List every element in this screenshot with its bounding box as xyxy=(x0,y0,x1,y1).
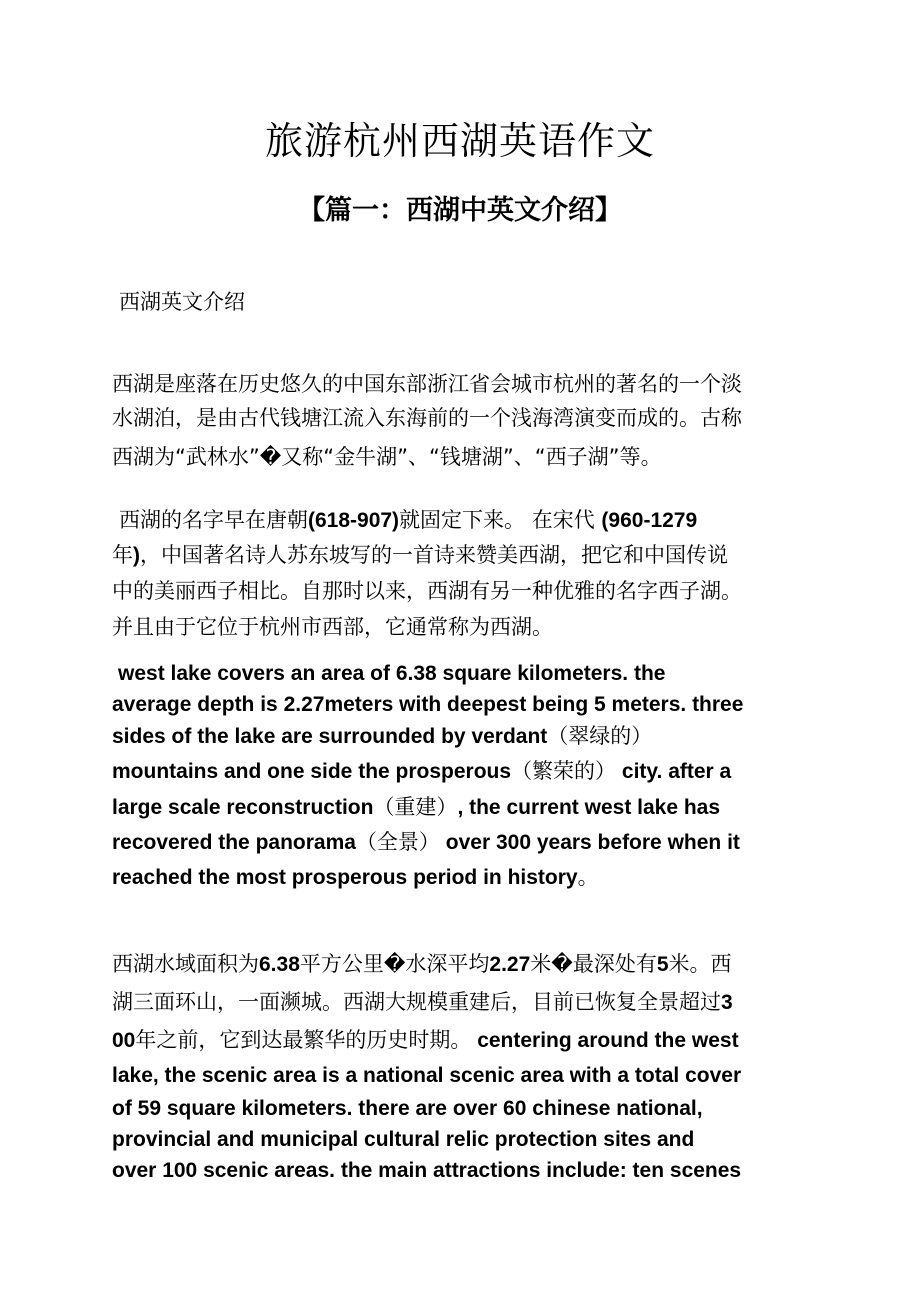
paragraph-4-line-1: 西湖水域面积为6.38平方公里�水深平均2.27米�最深处有5米。西 xyxy=(112,952,732,976)
paragraph-3-line-5: large scale reconstruction（重建）, the current west lake has xyxy=(112,795,721,819)
paragraph-4-line-7: over 100 scenic areas. the main attractions include: ten scenes xyxy=(112,1159,742,1182)
paragraph-1-line-2: 水湖泊，是由古代钱塘江流入东海前的一个浅海湾演变而成的。古称 xyxy=(112,406,742,430)
paragraph-3-line-4: mountains and one side the prosperous（繁荣的） city. after a xyxy=(112,759,732,783)
paragraph-2-line-1: 西湖的名字早在唐朝(618-907)就固定下来。 在宋代 (960-1279 xyxy=(119,508,698,532)
paragraph-1-line-1: 西湖是座落在历史悠久的中国东部浙江省会城市杭州的著名的一个淡 xyxy=(112,372,742,396)
paragraph-4-line-4: lake, the scenic area is a national scenic area with a total cover xyxy=(112,1064,742,1087)
paragraph-1 xyxy=(112,368,812,478)
paragraph-4-line-6: provincial and municipal cultural relic protection sites and xyxy=(112,1128,695,1151)
document-subtitle: 【篇一：西湖中英文介绍】 xyxy=(298,195,622,226)
paragraph-3 xyxy=(112,658,812,895)
paragraph-2-line-4: 并且由于它位于杭州市西部，它通常称为西湖。 xyxy=(112,615,553,639)
paragraph-3-line-3: sides of the lake are surrounded by verdant（翠绿的） xyxy=(112,724,653,748)
document-title: 旅游杭州西湖英语作文 xyxy=(264,119,655,163)
paragraph-1-line-3: 西湖为“武林水”�又称“金牛湖”、“钱塘湖”、“西子湖”等。 xyxy=(112,445,662,469)
paragraph-4 xyxy=(112,946,812,1186)
paragraph-4-line-5: of 59 square kilometers. there are over 60 chinese national, xyxy=(112,1097,703,1120)
paragraph-3-line-7: reached the most prosperous period in history。 xyxy=(112,865,599,889)
paragraph-3-line-6: recovered the panorama（全景） over 300 years before when it xyxy=(112,830,740,854)
paragraph-3-line-2: average depth is 2.27meters with deepest being 5 meters. three xyxy=(112,693,744,716)
paragraph-4-line-3: 00年之前，它到达最繁华的历史时期。 centering around the west xyxy=(112,1028,739,1052)
paragraph-3-line-1: west lake covers an area of 6.38 square kilometers. the xyxy=(118,662,666,685)
paragraph-4-line-2: 湖三面环山，一面濒城。西湖大规模重建后，目前已恢复全景超过3 xyxy=(112,990,733,1014)
paragraph-2-line-3: 中的美丽西子相比。自那时以来，西湖有另一种优雅的名字西子湖。 xyxy=(112,579,742,603)
paragraph-2-line-2: 年)，中国著名诗人苏东坡写的一首诗来赞美西湖，把它和中国传说 xyxy=(112,543,728,567)
section-heading: 西湖英文介绍 xyxy=(119,290,245,314)
paragraph-2 xyxy=(112,503,812,645)
